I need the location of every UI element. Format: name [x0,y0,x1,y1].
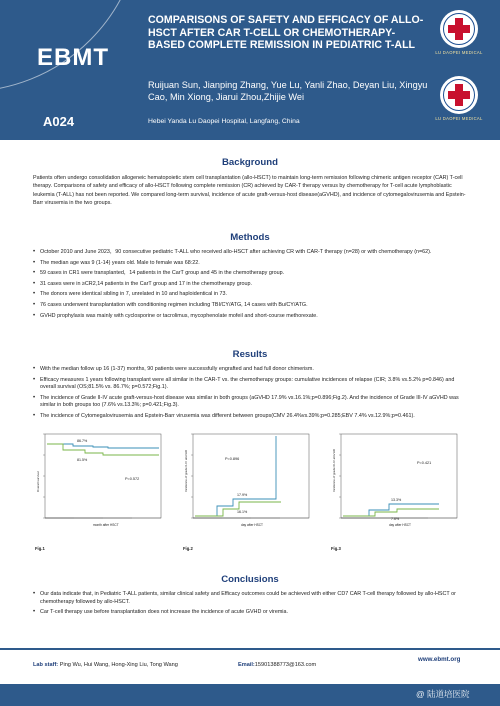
conclusions-heading: Conclusions [221,574,279,585]
x-axis-label: day after HSCT [241,523,263,527]
figure-3-chart [329,432,467,556]
conclusions-item: • Our data indicate that, in Pediatric T-ALL patients, similar clinical safety and Efficacy outcomes could be achieved with either CD7 CAR T-cell therapy followed by allo-HSCT or chemotherapy followed by allo-HSCT. [33,591,467,606]
poster-header [0,0,500,140]
figure-caption: Fig.3 [331,546,341,551]
results-item: • The incidence of Cytomegalovirusemia and Epstein-Barr virusemia was different between groups(CMV 26.4%vs.39%;p=0.285;EBV 7.4% vs.12.9%;p=0.461). [33,413,467,421]
background-heading: Background [222,157,278,168]
figure-caption: Fig.2 [183,546,193,551]
methods-item: • October 2010 and June 2023，90 consecutive pediatric T-ALL who received allo-HSCT after achieving CR with CAR-T therapy (n=28) or with chemotherapy (n=62). [33,249,467,257]
results-item: • With the median follow up 16 (1-37) months, 90 patients were successfully engrafted and had full donor chimerism. [33,366,467,374]
hospital-seal-icon [440,10,478,48]
methods-heading: Methods [230,232,270,243]
curve-label: 17.9% [237,493,248,497]
poster-title: COMPARISONS OF SAFETY AND EFFICACY OF ALLO-HSCT AFTER CAR T-CELL OR CHEMOTHERAPY-BASED COMPLETE REMISSION IN PEDIATRIC T-ALL [148,14,424,51]
conclusions-list [33,591,467,620]
contact-email [238,662,316,668]
footer-divider [0,648,500,650]
curve-label: 81.5% [77,458,88,462]
methods-list [33,249,467,323]
methods-item: • 31 cases were in ≥CR2,14 patients in the CarT group and 17 in the chemotherapy group. [33,281,467,289]
curve-label: 86.7% [77,439,88,443]
email-address[interactable]: 15901388773@163.com [254,662,317,668]
p-value-label: P=0.421 [417,461,432,465]
author-list: Ruijuan Sun, Jianping Zhang, Yue Lu, Yanli Zhao, Deyan Liu, Xingyu Cao, Min Xiong, Jiarui Zhou,Zhijie Wei [148,80,428,102]
figure-1-chart [33,432,171,556]
hospital-seal-icon [440,76,478,114]
ebmt-logo: EBMT [37,44,109,71]
y-axis-label: Overall survival [36,471,40,492]
watermark-text: @ 陆道培医院 [416,689,470,699]
results-heading: Results [232,349,268,360]
methods-item: • GVHD prophylaxis was mainly with cyclosporine or tacrolimus, mycophenolate mofeil and short-course methorexate. [33,313,467,321]
results-item: • Efficacy measures 1 years following transplant were all similar in the CAR-T vs. the chemotherapy groups: cumulative incidences of relapse (CIR; 3.8% vs.5.2% p=0.846) and overall survival (OS;81.5% vs. 86.7%; p=0.572;Fig.1). [33,377,467,392]
methods-item: • The donors were identical sibling in 7, unrelated in 10 and haploidentical in 73. [33,291,467,299]
curve-label: 16.1% [237,510,248,514]
email-label: Email: [238,662,255,668]
seal-caption: LU DAOPEI MEDICAL [435,116,483,121]
p-value-label: P=0.896 [225,457,240,461]
y-axis-label: Incidence of grade II-IV aGVHD [184,449,188,492]
results-item: • The incidence of Grade II-IV acute graft-versus-host disease was similar in both groups (aGVHD 17.9% vs.16.1%;p=0.896;Fig.2). And the incidence of Grade III-IV aGVHD was similar in both groups too (7.6% vs.13.3%; p=0.421;Fig.3). [33,395,467,410]
lab-staff [33,662,178,668]
curve-label: 7.6% [391,517,400,521]
methods-item: • 59 cases in CR1 were transplanted，14 patients in the CarT group and 45 in the chemotherapy group. [33,270,467,278]
lab-staff-names: Ping Wu, Hui Wang, Hong-Xing Liu, Tong Wang [58,662,178,668]
figure-2-chart [181,432,319,556]
x-axis-label: month after HSCT [93,523,119,527]
figure-caption: Fig.1 [35,546,45,551]
background-text: Patients often undergo consolidation allogeneic hematopoietic stem cell transplantation (allo-HSCT) to maintain long-term remission following chimeric antigen receptor (CAR) T-cell therapy. Comparisons of safety and efficacy of allo-HSCT following complete remission (CR) achieved by CAR-T therapy versus by chemotherapy for T-cell acute lymphoblastic leukemia (T-ALL) has not been reported. We compared long-term survival, incidence of acute graft-versus-host disease(aGVHD), and incidence of cytomegalovirusemia and Epstein-Barr virusemia in the two groups. [33,175,466,207]
y-axis-label: Incidence of grade III-IV aGVHD [332,448,336,492]
affiliation: Hebei Yanda Lu Daopei Hospital, Langfang, China [148,118,300,125]
curve-label: 13.3% [391,498,402,502]
x-axis-label: day after HSCT [389,523,411,527]
methods-item: • The median age was 9 (1-14) years old. Male to female was 68:22. [33,260,467,268]
results-list [33,366,467,424]
p-value-label: P=0.572 [125,477,140,481]
poster-id: A024 [43,114,75,129]
ebmt-url[interactable]: www.ebmt.org [418,656,461,663]
conclusions-item: • Car T-cell therapy use before transplantation does not increase the incidence of acute GVHD or viremia. [33,609,467,617]
methods-item: • 76 cases underwent transplantation with conditioning regimen including TBI/CY/ATG, 14 cases with Bu/CY/ATG. [33,302,467,310]
seal-caption: LU DAOPEI MEDICAL [435,50,483,55]
lab-staff-label: Lab staff: [33,662,59,668]
